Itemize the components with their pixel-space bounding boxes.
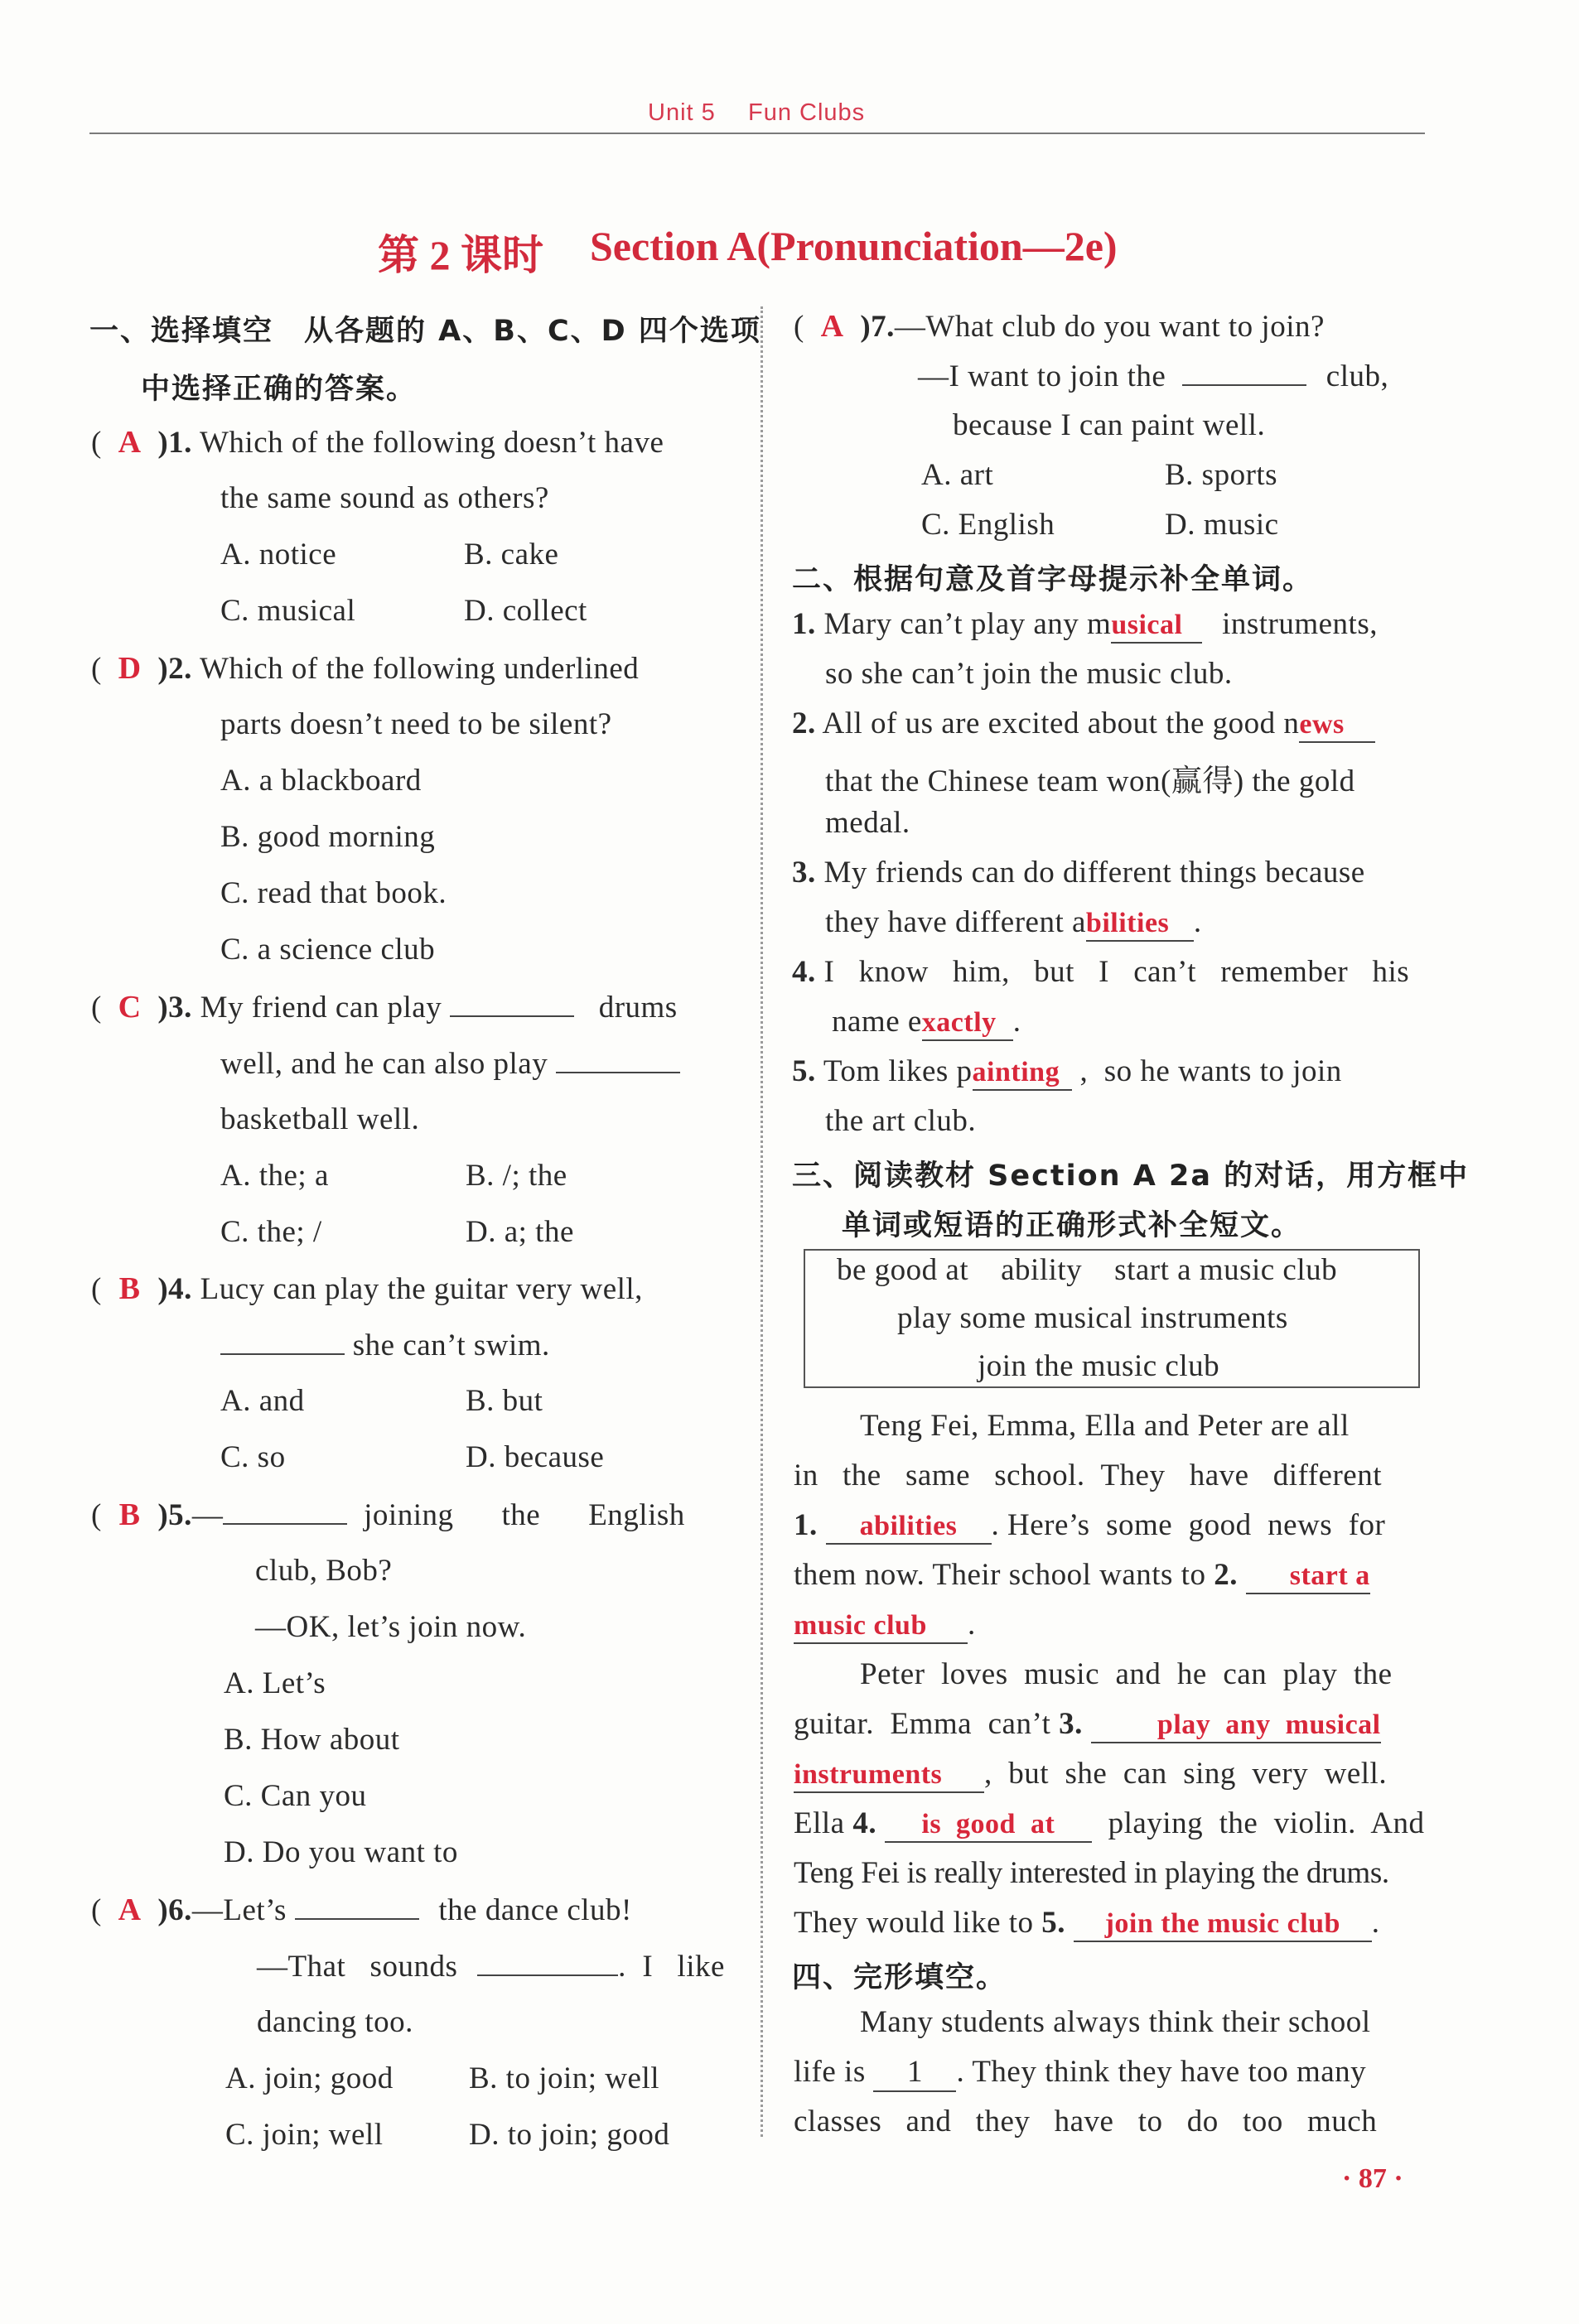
answer-6: A (118, 1892, 142, 1927)
part4-heading: 四、完形填空。 (792, 1961, 1007, 1994)
passage-line5: music club . (794, 1607, 976, 1644)
answer-4: B (118, 1271, 141, 1306)
fill-4: xactly (922, 1007, 1013, 1041)
blank (556, 1045, 680, 1073)
part3-heading: 三、阅读教材 Section A 2a 的对话，用方框中 (792, 1160, 1470, 1193)
section-title: Section A(Pronunciation—2e) (590, 223, 1118, 269)
fill-2: ews (1299, 709, 1375, 743)
passage-fill-4: is good at (885, 1809, 1092, 1843)
sentence-2-line3: medal. (825, 806, 910, 840)
cloze-line2: life is 1 . They think they have too many (794, 2054, 1366, 2092)
passage-line3: 1. abilities . Here’s some good news for (794, 1507, 1385, 1545)
q1-option-d: D. collect (464, 594, 587, 628)
sentence-5-line2: the art club. (825, 1104, 977, 1138)
q4-line2: she can’t swim. (220, 1327, 550, 1363)
word-box-line2: play some musical instruments (897, 1301, 1288, 1335)
q2-line2: parts doesn’t need to be silent? (220, 707, 612, 741)
q7-option-a: A. art (921, 458, 994, 492)
sentence-3: 3. My friends can do different things because (792, 856, 1365, 890)
passage-line11: They would like to 5. join the music club . (794, 1905, 1380, 1942)
q6-option-d: D. to join; good (469, 2118, 670, 2152)
answer-1: A (118, 425, 142, 460)
q3-line3: basketball well. (220, 1102, 420, 1136)
question-3: ( C )3. My friend can play drums (91, 990, 678, 1025)
part1-heading-cont: 中选择正确的答案。 (141, 373, 418, 406)
answer-2: D (118, 651, 142, 686)
answer-7: A (820, 309, 844, 344)
q3-option-a: A. the; a (220, 1159, 329, 1193)
passage-fill-2a: start a (1246, 1560, 1370, 1594)
part2-heading: 二、根据句意及首字母提示补全单词。 (792, 563, 1314, 596)
sentence-2-line2: that the Chinese team won(赢得) the gold (825, 764, 1355, 798)
passage-line7: guitar. Emma can’t 3. play any musical (794, 1706, 1381, 1743)
blank (220, 1327, 345, 1355)
q7-option-d: D. music (1165, 508, 1279, 542)
blank (1182, 358, 1306, 386)
q3-option-d: D. a; the (466, 1215, 574, 1249)
blank (295, 1892, 419, 1920)
question-1: ( A )1. Which of the following doesn’t have (91, 425, 664, 460)
q3-line2: well, and he can also play (220, 1045, 680, 1082)
q7-line3: because I can paint well. (953, 408, 1266, 442)
q3-option-c: C. the; / (220, 1215, 322, 1249)
q5-option-d: D. Do you want to (224, 1835, 458, 1869)
part1-heading: 一、选择填空 从各题的 A、B、C、D 四个选项 (89, 315, 761, 348)
q5-line2: club, Bob? (255, 1554, 393, 1588)
cloze-line3: classes and they have to do too much (794, 2105, 1378, 2138)
q5-option-a: A. Let’s (224, 1666, 326, 1700)
page-number: · 87 · (1342, 2163, 1403, 2194)
fill-5: ainting (973, 1057, 1072, 1091)
q1-option-a: A. notice (220, 538, 337, 571)
header-rule (89, 133, 1425, 134)
q2-option-a: A. a blackboard (220, 764, 422, 798)
passage-line9: Ella 4. is good at playing the violin. And (794, 1806, 1425, 1843)
q7-option-b: B. sports (1165, 458, 1278, 492)
q5-line3: —OK, let’s join now. (255, 1610, 527, 1644)
question-4: ( B )4. Lucy can play the guitar very well, (91, 1271, 643, 1306)
sentence-5: 5. Tom likes painting , so he wants to join (792, 1054, 1342, 1091)
part3-heading-cont: 单词或短语的正确形式补全短文。 (842, 1209, 1302, 1242)
cloze-line1: Many students always think their school (860, 2005, 1371, 2039)
sentence-3-line2: they have different abilities . (825, 904, 1202, 942)
passage-line6: Peter loves music and he can play the (860, 1657, 1393, 1691)
blank (450, 989, 574, 1017)
word-box-line1: be good at ability start a music club (837, 1253, 1338, 1287)
answer-3: C (118, 990, 142, 1025)
fill-1: usical (1111, 610, 1202, 644)
q3-option-b: B. /; the (466, 1159, 567, 1193)
q4-option-c: C. so (220, 1440, 286, 1474)
q7-line2: —I want to join the club, (918, 359, 1389, 393)
q1-line2: the same sound as others? (220, 481, 549, 515)
q5-option-b: B. How about (224, 1723, 400, 1757)
q6-option-a: A. join; good (225, 2061, 394, 2095)
sentence-4: 4. I know him, but I can’t remember his (792, 955, 1410, 989)
blank (223, 1497, 347, 1525)
question-7: ( A )7.—What club do you want to join? (794, 309, 1325, 344)
passage-fill-1: abilities (826, 1511, 992, 1545)
sentence-2: 2. All of us are excited about the good news (792, 706, 1375, 743)
sentence-4-line2: name exactly . (832, 1004, 1021, 1041)
passage-line4: them now. Their school wants to 2. start a (794, 1557, 1370, 1594)
answer-5: B (118, 1497, 141, 1532)
passage-line2: in the same school. They have different (794, 1459, 1383, 1492)
unit-topic: Fun Clubs (748, 99, 866, 126)
passage-fill-3a: play any musical (1091, 1709, 1381, 1743)
q7-option-c: C. English (921, 508, 1055, 542)
q6-line2: —That sounds . I like (257, 1950, 725, 1984)
column-divider (761, 306, 763, 2137)
q2-option-b: B. good morning (220, 820, 436, 854)
passage-fill-2b: music club (794, 1610, 968, 1644)
q6-line3: dancing too. (257, 2005, 413, 2039)
q2-option-c: C. read that book. (220, 876, 447, 910)
passage-line10: Teng Fei is really interested in playing the drums. (794, 1856, 1389, 1890)
sentence-1-line2: so she can’t join the music club. (825, 657, 1233, 691)
unit-label: Unit 5 (648, 99, 716, 126)
q6-option-c: C. join; well (225, 2118, 384, 2152)
question-5: ( B )5.— joining the English (91, 1497, 685, 1532)
q4-option-d: D. because (466, 1440, 605, 1474)
passage-fill-3b: instruments (794, 1759, 984, 1793)
q1-option-b: B. cake (464, 538, 559, 571)
q1-option-c: C. musical (220, 594, 356, 628)
passage-line1: Teng Fei, Emma, Ella and Peter are all (860, 1409, 1350, 1443)
cloze-blank-1: 1 (873, 2054, 956, 2092)
q2-option-d: C. a science club (220, 933, 436, 967)
fill-3: bilities (1086, 908, 1194, 942)
sentence-1: 1. Mary can’t play any musical instruments, (792, 606, 1378, 644)
q6-option-b: B. to join; well (469, 2061, 659, 2095)
passage-line8: instruments , but she can sing very well. (794, 1756, 1387, 1793)
q5-option-c: C. Can you (224, 1779, 367, 1813)
passage-fill-5: join the music club (1074, 1908, 1372, 1942)
question-6: ( A )6.—Let’s the dance club! (91, 1892, 632, 1927)
lesson-label: 第 2 课时 (378, 232, 543, 278)
q4-option-b: B. but (466, 1384, 543, 1418)
word-box-line3: join the music club (978, 1349, 1220, 1383)
question-2: ( D )2. Which of the following underlined (91, 651, 640, 686)
blank (477, 1948, 618, 1976)
q4-option-a: A. and (220, 1384, 305, 1418)
